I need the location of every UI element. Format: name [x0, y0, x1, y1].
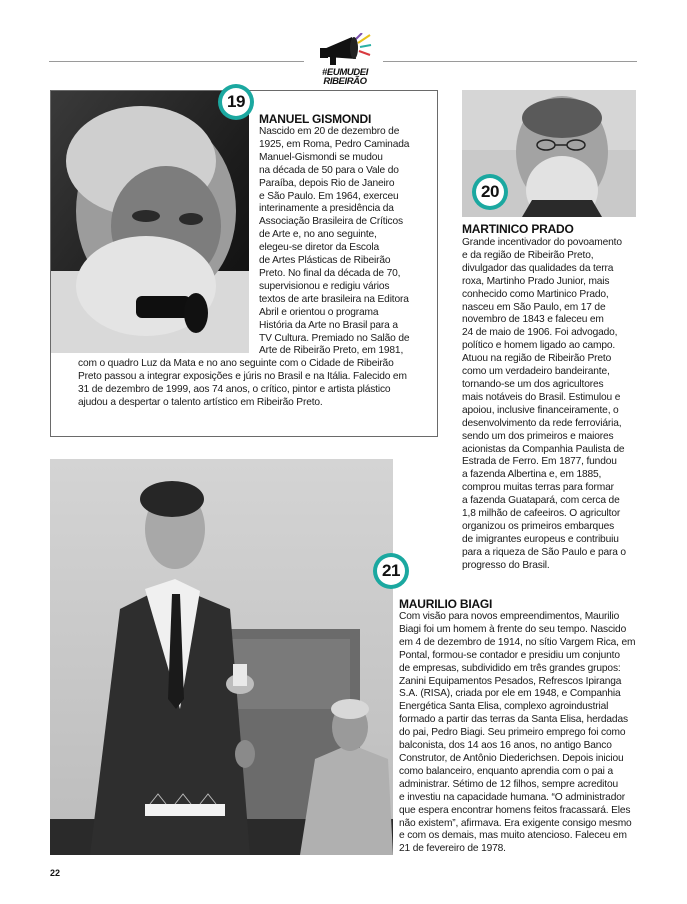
entry-21-badge: 21	[373, 553, 409, 589]
entry-21-name: MAURILIO BIAGI	[399, 597, 493, 611]
entry-19-name: MANUEL GISMONDI	[259, 112, 372, 126]
biagi-photo	[50, 459, 393, 855]
page-number: 22	[50, 868, 61, 878]
header-rule-left	[49, 61, 304, 62]
entry-19-badge: 19	[218, 84, 254, 120]
megaphone-icon	[318, 33, 372, 67]
hashtag-label: #EUMUDEI RIBEIRÃO	[322, 67, 368, 87]
header-rule-right	[383, 61, 637, 62]
entry-20-text: Grande incentivador do povoamento e da região de Ribeirão Preto, divulgador das qualidades da terra roxa, Martinho Prado Junior, mais conhecido como Martinico Prado, nasceu em São Paulo, em 17 de novembro de 1843 e faleceu em 24 de maio de 1906. Foi advogado, político e homem ligado ao campo. Atuou na região de Ribeirão Preto como um verdadeiro bandeirante, tornando-se um dos agricultores mais notáveis do Brasil. Estimulou e apoiou, inclusive financeiramente, o desenvolvimento da rede ferroviária, sendo um dos primeiros e maiores acionistas da Companhia Paulista de Estrada de Ferro. Em 1877, fundou a fazenda Albertina e, em 1885, comprou muitas terras para formar a fazenda Guatapará, com cerca de 1,8 milhão de cafeeiros. O agricultor organizou os primeiros embarques de imigrantes europeus e contribuiu para a riqueza de São Paulo e para o progresso do Brasil.	[462, 237, 626, 571]
entry-21-text: Com visão para novos empreendimentos, Maurilio Biagi foi um homem à frente do seu tempo. Nascido em 4 de dezembro de 1914, no sítio Vargem Rica, em Pontal, formou-se contador e presidiu um conjunto de empresas, subdividido em três grandes grupos: Zanini Equipamentos Pesados, Refrescos Ipiranga S.A. (RISA), criada por ele em 1948, e Companhia Energética Santa Elisa, complexo agroindustrial formado a partir das terras da Santa Elisa, herdadas do pai, Pedro Biagi. Seu primeiro emprego foi como balconista, dos 14 aos 16 anos, no antigo Banco Construtor, de Antônio Diederichsen. Depois iniciou como balanceiro, enquanto aprendia com o pai a administrar. Sétimo de 12 filhos, sempre acreditou e investiu na capacidade humana. “O administrador que espera encontrar homens feitos fracassará. Eles não existem”, afirmava. Era exigente consigo mesmo e com os demais, mas muito atencioso. Faleceu em 21 de fevereiro de 1978.	[399, 611, 636, 855]
entry-19-text-lower: com o quadro Luz da Mata e no ano seguinte com o Cidade de Ribeirão Preto passou a integrar exposições e júris no Brasil e na Itália. Falecido em 31 de dezembro de 1999, aos 74 anos, o crítico, pintor e artista plástico ajudou a despertar o talento artístico em Ribeirão Preto.	[78, 358, 407, 408]
eumudei-logo	[310, 33, 380, 87]
entry-20-name: MARTINICO PRADO	[462, 222, 574, 236]
entry-19-text-upper: Nascido em 20 de dezembro de 1925, em Roma, Pedro Caminada Manuel-Gismondi se mudou na década de 50 para o Vale do Paraíba, depois Rio de Janeiro e São Paulo. Em 1964, exerceu interinamente a presidência da Associação Brasileira de Críticos de Arte e, no ano seguinte, elegeu-se diretor da Escola de Artes Plásticas de Ribeirão Preto. No final da década de 70, supervisionou e redigiu vários textos de arte brasileira na Editora Abril e orientou o programa História da Arte no Brasil para a TV Cultura. Premiado no Salão de Arte de Ribeirão Preto, em 1981,	[259, 126, 410, 357]
entry-20-badge: 20	[472, 174, 508, 210]
gismondi-photo	[51, 91, 249, 353]
